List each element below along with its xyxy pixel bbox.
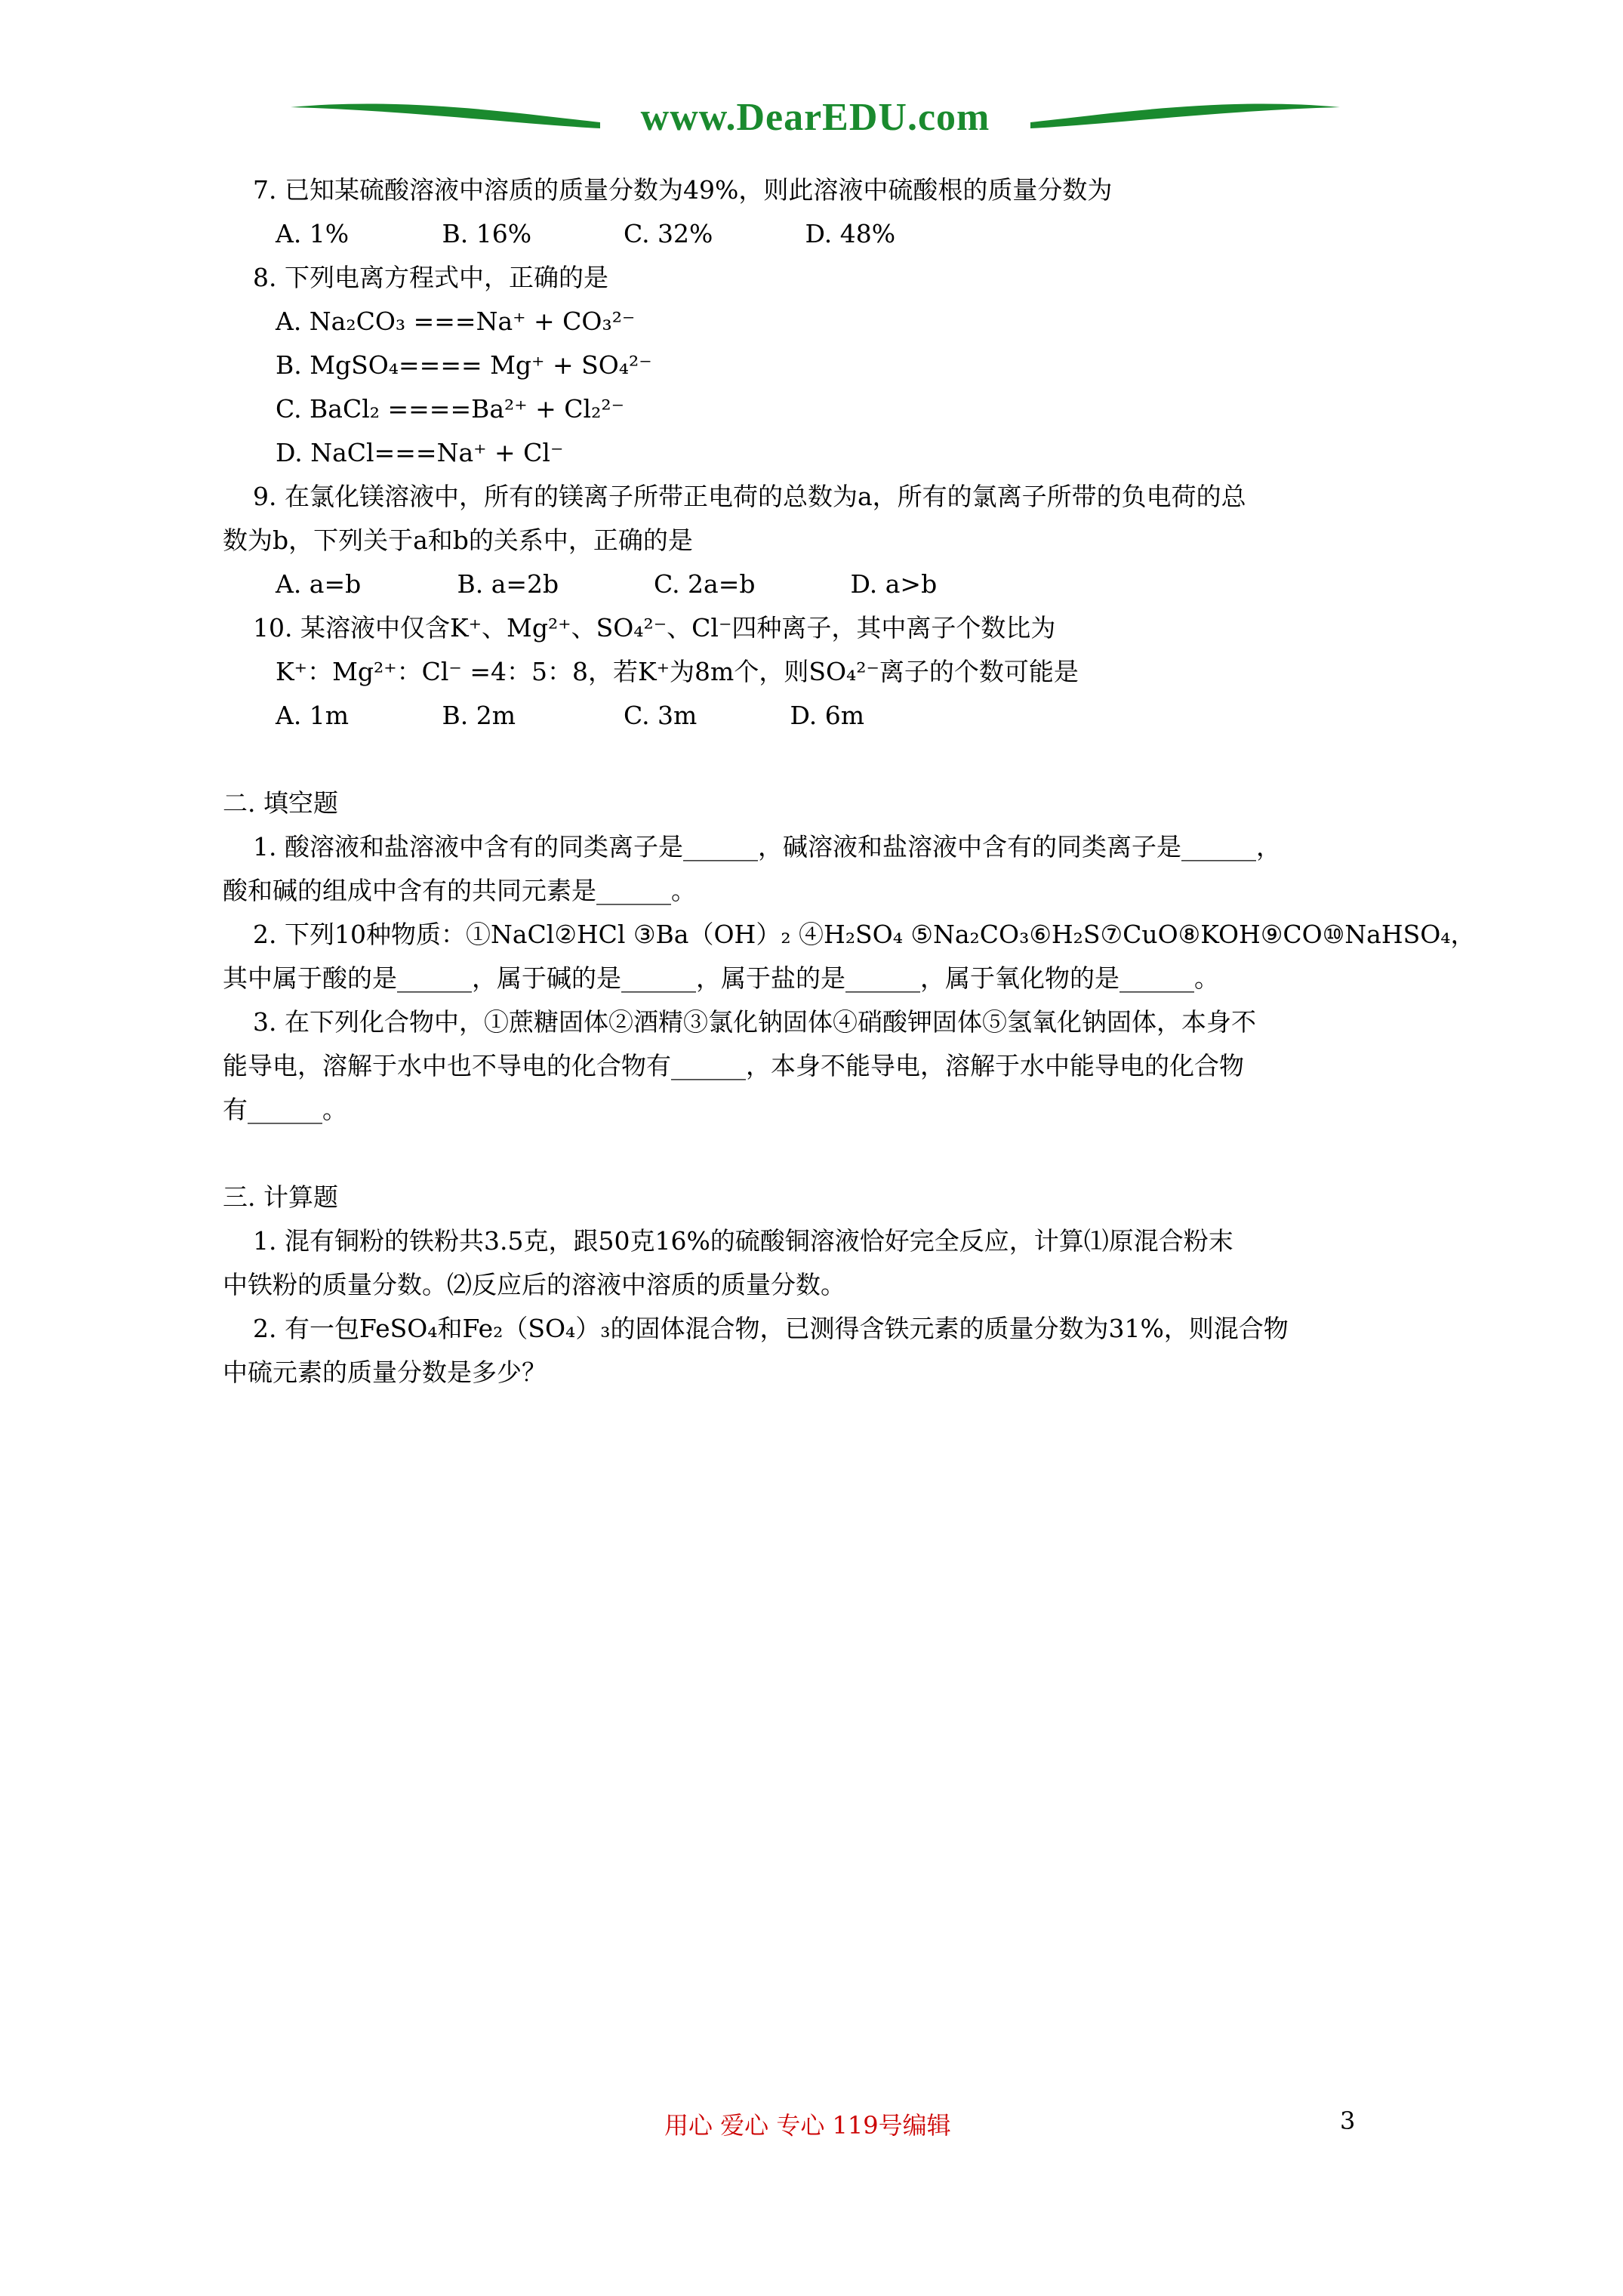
page-number: 3 [1340,2106,1356,2135]
fill-q3-line1: 3. 在下列化合物中，①蔗糖固体②酒精③氯化钠固体④硝酸钾固体⑤氢氧化钠固体，本身不 [253,1007,1256,1037]
q7-option-a: A. 1% [276,219,350,248]
footer-text: 用心 爱心 专心 119号编辑 [664,2111,951,2140]
q9-stem-line1: 9. 在氯化镁溶液中，所有的镁离子所带正电荷的总数为a，所有的氯离子所带的负电荷的总 [253,482,1246,511]
q7-option-c: C. 32% [624,219,713,248]
q7-options [276,216,895,252]
calc-q1-line1: 1. 混有铜粉的铁粉共3.5克，跟50克16%的硫酸铜溶液恰好完全反应，计算⑴原混合粉末 [253,1226,1233,1256]
q10-option-a: A. 1m [276,701,350,730]
fill-q2-line1: 2. 下列10种物质：①NaCl②HCl ③Ba（OH）₂ ④H₂SO₄ ⑤Na₂CO₃⑥H₂S⑦CuO⑧KOH⑨CO⑩NaHSO₄， [253,920,1476,949]
fill-q2-line2: 其中属于酸的是______，属于碱的是______，属于盐的是______，属于氧化物的是______。 [223,963,1219,993]
fill-q3-line3: 有______。 [223,1095,347,1124]
q10-stem-line1: 10. 某溶液中仅含K⁺、Mg²⁺、SO₄²⁻、Cl⁻四种离子，其中离子个数比为 [253,613,1056,643]
calc-q2-line2: 中硫元素的质量分数是多少？ [223,1358,547,1387]
fill-q3-line2: 能导电，溶解于水中也不导电的化合物有______，本身不能导电，溶解于水中能导电的化合物 [223,1051,1244,1080]
fill-q1-line2: 酸和碱的组成中含有的共同元素是______。 [223,876,696,905]
fill-q1-line1: 1. 酸溶液和盐溶液中含有的同类离子是______，碱溶液和盐溶液中含有的同类离子是______， [253,832,1281,861]
section3-title: 三. 计算题 [223,1182,338,1212]
q8-option-a: A. Na₂CO₃ ===Na⁺ + CO₃²⁻ [276,307,636,336]
q7-option-d: D. 48% [805,219,896,248]
q9-stem-line2: 数为b，下列关于a和b的关系中，正确的是 [223,525,693,555]
q10-option-d: D. 6m [790,701,865,730]
q9-option-c: C. 2a=b [654,569,756,599]
q10-option-b: B. 2m [442,701,516,730]
q7-stem: 7. 已知某硫酸溶液中溶质的质量分数为49%，则此溶液中硫酸根的质量分数为 [253,175,1113,205]
q7-option-b: B. 16% [442,219,532,248]
site-url: www.DearEDU.com [640,96,990,139]
q9-option-b: B. a=2b [457,569,559,599]
q8-option-d: D. NaCl===Na⁺ + Cl⁻ [276,438,564,467]
q9-option-a: A. a=b [276,569,362,599]
q8-option-c: C. BaCl₂ ====Ba²⁺ + Cl₂²⁻ [276,394,624,424]
calc-q1-line2: 中铁粉的质量分数。⑵反应后的溶液中溶质的质量分数。 [223,1270,845,1299]
q10-stem-line2: K⁺：Mg²⁺：Cl⁻ =4：5：8，若K⁺为8m个，则SO₄²⁻离子的个数可能是 [276,657,1079,686]
q10-options [276,698,864,734]
q9-options [276,566,937,603]
q8-option-b: B. MgSO₄==== Mg⁺ + SO₄²⁻ [276,350,652,380]
q8-stem: 8. 下列电离方程式中，正确的是 [253,263,608,292]
site-banner [291,91,1340,151]
q10-option-c: C. 3m [624,701,698,730]
calc-q2-line1: 2. 有一包FeSO₄和Fe₂（SO₄）₃的固体混合物，已测得含铁元素的质量分数为31%，则混合物 [253,1314,1289,1343]
q9-option-d: D. a>b [850,569,938,599]
section2-title: 二. 填空题 [223,788,338,818]
